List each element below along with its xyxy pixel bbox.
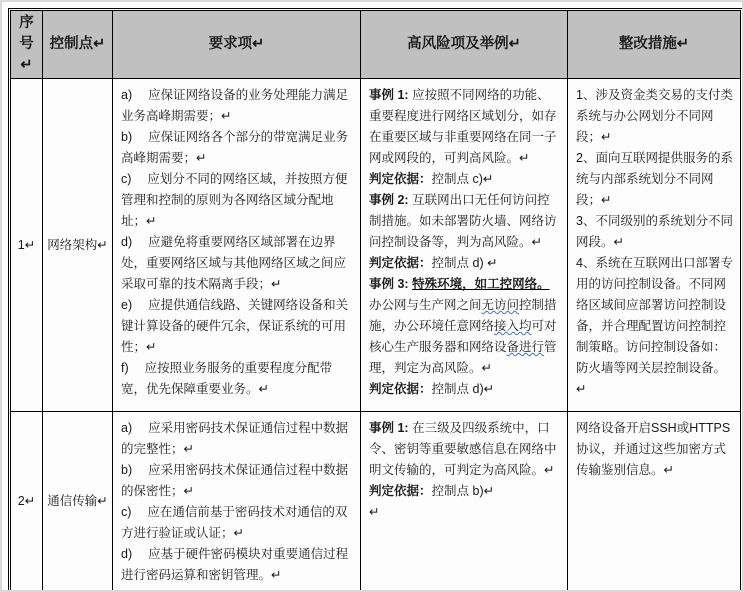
text-segment: 办公网与生产网之间 <box>369 298 482 312</box>
text-segment: 应按照不同网络的功能、重要程度进行网络区域划分，如存在重要区域与非重要网络在同一子网或网段的，可判高风险。↵ <box>369 88 557 165</box>
table-row <box>11 412 740 590</box>
text-segment: 判定依据： <box>369 382 432 396</box>
text-segment: 备进行 <box>506 340 545 354</box>
requirement-item: e) 应提供通信线路、关键网络设备和关键计算设备的硬件冗余，保证系统的可用性；↵ <box>121 298 349 354</box>
measure-item: 4、系统在互联网出口部署专用的访问控制设备。不同网络区域间应部署访问控制设备，并合理配置访问控制控制策略。访问控制设备如：防火墙等网关层控制设备。↵ <box>576 256 733 396</box>
text-segment: 事例 1: <box>369 88 413 102</box>
header-cell-requirements: 要求项↵ <box>113 11 361 79</box>
requirement-item: a) 应保证网络设备的业务处理能力满足业务高峰期需要；↵ <box>121 88 349 123</box>
text-segment: 控制点 d) ↵ <box>431 256 498 270</box>
requirement-item: c) 应在通信前基于密码技术对通信的双方进行验证或认证；↵ <box>121 505 348 540</box>
risk-example-paragraph <box>369 274 560 379</box>
header-cell-serial-number: 序号↵ <box>11 11 43 79</box>
measure-item: 3、不同级别的系统划分不同网段。↵ <box>576 214 733 249</box>
text-segment: 判定依据： <box>369 484 432 498</box>
risk-example-paragraph <box>369 253 560 274</box>
text-segment: 事例 2: <box>369 193 413 207</box>
control-point-cell: 通信传输↵ <box>43 412 113 590</box>
table-row <box>11 79 740 412</box>
requirement-item: b) 应保证网络各个部分的带宽满足业务高峰期需要；↵ <box>121 130 349 165</box>
requirement-item: c) 应划分不同的网络区域，并按照方便管理和控制的原则为各网络区域分配地址；↵ <box>121 172 348 228</box>
control-point-cell: 网络架构↵ <box>43 79 113 412</box>
text-segment: 事例 1: <box>369 421 413 435</box>
table-body <box>11 79 740 590</box>
remediation-measures-cell <box>568 412 740 590</box>
remediation-measures-cell <box>568 79 740 412</box>
risk-example-paragraph <box>369 190 560 253</box>
high-risk-examples-cell <box>361 79 568 412</box>
text-segment: 可对核心生产服务器和网络设 <box>369 319 557 354</box>
risk-example-paragraph <box>369 379 560 400</box>
requirement-item: d) 应避免将重要网络区域部署在边界处，重要网络区域与其他网络区域之间应采取可靠的技术隔离手段；↵ <box>121 235 347 291</box>
requirement-item: a) 应采用密码技术保证通信过程中数据的完整性；↵ <box>121 421 349 456</box>
risk-example-paragraph <box>369 169 560 190</box>
text-segment: 事例 3: <box>369 277 413 291</box>
text-segment: 判定依据： <box>369 256 432 270</box>
text-segment: 管理，判定为高风险。↵ <box>369 340 557 375</box>
requirements-cell <box>113 79 361 412</box>
text-segment: 接入均 <box>494 319 532 333</box>
requirements-cell <box>113 412 361 590</box>
measure-item: 2、面向互联网提供服务的系统与内部系统划分不同网段；↵ <box>576 151 733 207</box>
text-segment: 特殊环境，如工控网络。 <box>412 277 550 291</box>
header-cell-high-risk-examples: 高风险项及举例↵ <box>361 11 568 79</box>
measure-item: 1、涉及资金类交易的支付类系统与办公网划分不同网段；↵ <box>576 88 733 144</box>
text-segment: 判定依据： <box>369 172 432 186</box>
text-segment: ↵ <box>369 505 380 519</box>
text-segment: 控制点 b)↵ <box>431 484 495 498</box>
text-segment: 控制措施，办公环境任意网络 <box>369 298 557 333</box>
risk-example-paragraph <box>369 85 560 169</box>
text-segment: 控制点 c)↵ <box>431 172 494 186</box>
requirement-item: d) 应基于硬件密码模块对重要通信过程进行密码运算和密钥管理。↵ <box>121 547 349 582</box>
header-cell-remediation-measures: 整改措施↵ <box>568 11 740 79</box>
text-segment: 互联网出口无任何访问控制措施。如未部署防火墙、网络访问控制设备等，判为高风险。↵ <box>369 193 557 249</box>
risk-example-paragraph <box>369 502 560 523</box>
header-cell-control-point: 控制点↵ <box>43 11 113 79</box>
risk-example-paragraph <box>369 418 560 481</box>
risk-example-paragraph <box>369 481 560 502</box>
high-risk-examples-cell <box>361 412 568 590</box>
risk-assessment-table <box>8 8 743 592</box>
text-segment: 无访问 <box>481 298 520 312</box>
serial-number-cell: 2↵ <box>11 412 43 590</box>
text-segment: 控制点 d)↵ <box>431 382 495 396</box>
measure-item: 网络设备开启SSH或HTTPS协议，并通过这些加密方式传输鉴别信息。↵ <box>576 421 731 477</box>
serial-number-cell: 1↵ <box>11 79 43 412</box>
requirement-item: f) 应按照业务服务的重要程度分配带宽，优先保障重要业务。↵ <box>121 361 333 396</box>
text-segment: 在三级及四级系统中，口令、密钥等重要敏感信息在网络中明文传输的，可判定为高风险。↵ <box>369 421 557 477</box>
header-row <box>11 11 740 79</box>
requirement-item: b) 应采用密码技术保证通信过程中数据的保密性；↵ <box>121 463 349 498</box>
